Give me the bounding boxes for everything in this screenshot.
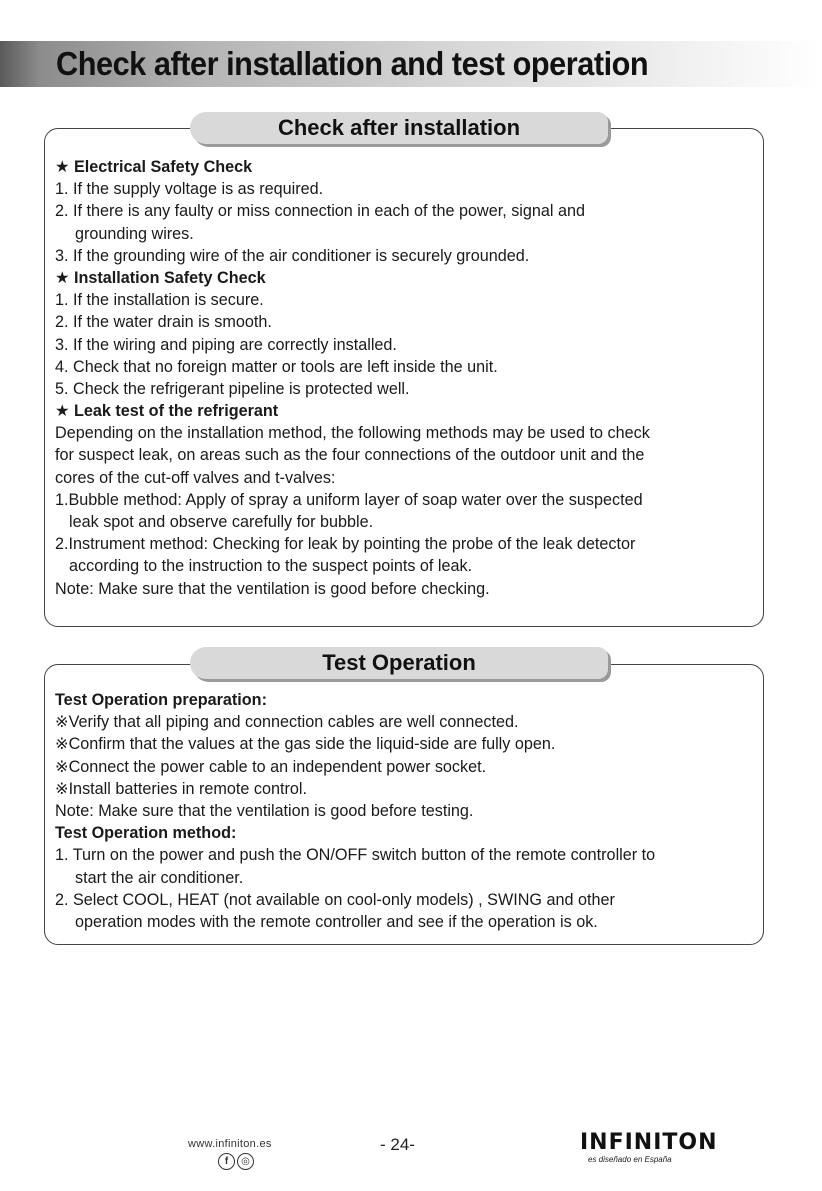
installation-check-line: 1. If the supply voltage is as required. [55,180,324,199]
test-operation-line: ※Verify that all piping and connection cables are well connected. [55,713,519,732]
installation-check-line: according to the instruction to the suspect points of leak. [69,557,473,576]
installation-check-line: 3. If the grounding wire of the air conditioner is securely grounded. [55,246,530,265]
test-operation-line: Test Operation method: [55,824,237,843]
test-operation-line: 1. Turn on the power and push the ON/OFF switch button of the remote controller to [55,846,656,865]
installation-check-line: ★ Leak test of the refrigerant [55,402,279,421]
facebook-icon[interactable]: f [218,1153,235,1170]
installation-check-line: grounding wires. [75,224,194,243]
installation-check-line: 3. If the wiring and piping are correctly installed. [55,335,397,354]
test-operation-line: ※Install batteries in remote control. [55,779,307,798]
installation-check-line: Note: Make sure that the ventilation is good before checking. [55,579,490,598]
test-operation-line: ※Confirm that the values at the gas side the liquid-side are fully open. [55,735,556,754]
installation-check-line: 4. Check that no foreign matter or tools are left inside the unit. [55,357,498,376]
installation-check-line: 2. If the water drain is smooth. [55,313,272,332]
installation-check-line: 5. Check the refrigerant pipeline is protected well. [55,379,410,398]
test-operation-line: 2. Select COOL, HEAT (not available on cool-only models) , SWING and other [55,890,615,909]
installation-check-line: cores of the cut-off valves and t-valves: [55,468,336,487]
footer-url[interactable]: www.infiniton.es [188,1138,272,1150]
instagram-icon[interactable]: ◎ [237,1153,254,1170]
installation-check-line: 1.Bubble method: Apply of spray a uniform layer of soap water over the suspected [55,490,643,509]
page-title: Check after installation and test operation [56,45,649,82]
installation-check-line: ★ Installation Safety Check [55,268,266,287]
test-operation-line: Note: Make sure that the ventilation is good before testing. [55,801,474,820]
installation-check-line: 1. If the installation is secure. [55,291,264,310]
installation-check-line: leak spot and observe carefully for bubble. [69,513,374,531]
check-after-installation-heading: Check after installation [190,112,608,144]
test-operation-line: Test Operation preparation: [55,691,267,709]
test-operation-content [55,689,655,933]
installation-check-line: for suspect leak, on areas such as the four connections of the outdoor unit and the [55,446,645,465]
social-icons [218,1153,254,1170]
installation-check-line: ★ Electrical Safety Check [55,158,253,176]
test-operation-line: operation modes with the remote controller and see if the operation is ok. [75,912,598,931]
test-operation-heading: Test Operation [190,647,608,679]
test-operation-line: ※Connect the power cable to an independent power socket. [55,757,487,776]
installation-check-line: 2.Instrument method: Checking for leak by pointing the probe of the leak detector [55,535,636,554]
page-number: - 24- [380,1135,415,1154]
installation-check-line: 2. If there is any faulty or miss connection in each of the power, signal and [55,202,585,221]
installation-check-line: Depending on the installation method, the following methods may be used to check [55,424,650,443]
check-after-installation-content [55,156,650,600]
brand-logo: INFINITON [580,1130,718,1155]
brand-tagline: es diseñado en España [588,1155,672,1164]
test-operation-line: start the air conditioner. [75,868,244,887]
